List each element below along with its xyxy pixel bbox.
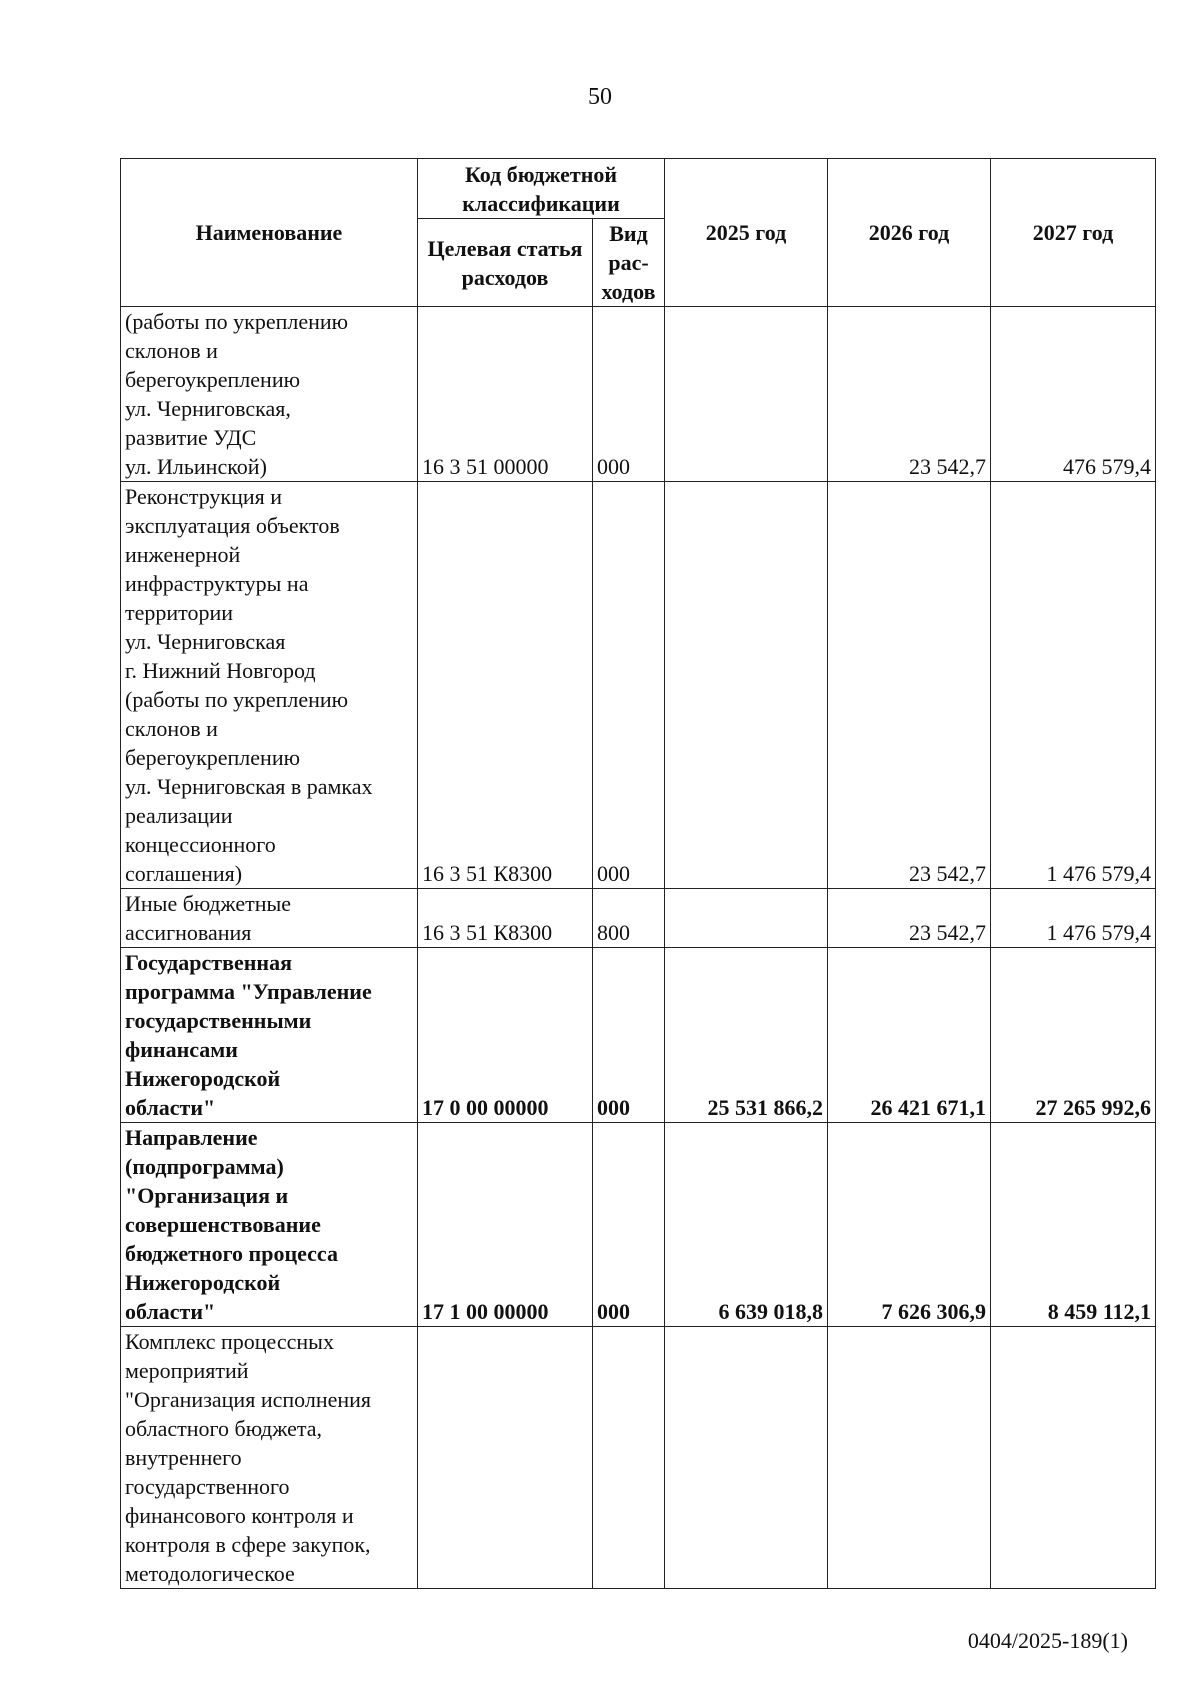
row-expense-type-cell: 000 [593,948,665,1123]
table-row [121,307,1156,482]
row-name-cell: Иные бюджетные ассигнования [121,889,418,948]
row-name-cell: Государственная программа "Управление государственными финансами Нижегородской области" [121,948,418,1123]
row-target-item-cell: 17 1 00 00000 [418,1123,593,1327]
page-number: 50 [588,84,612,110]
header-name: Наименование [121,159,418,307]
row-name-cell: Комплекс процессных мероприятий "Организация исполнения областного бюджета, внутреннего государственного финансового контроля и контроля в сфере закупок, методологическое [121,1327,418,1589]
row-expense-type-cell [593,1327,665,1589]
header-budget-code: Код бюджетной классификации [418,159,665,219]
row-expense-type-cell: 800 [593,889,665,948]
row-2026-cell: 23 542,7 [828,307,991,482]
row-2025-cell [665,482,828,889]
row-expense-type-cell: 000 [593,482,665,889]
row-2027-cell: 1 476 579,4 [991,889,1156,948]
row-2025-cell [665,1327,828,1589]
row-target-item-cell: 17 0 00 00000 [418,948,593,1123]
table-row [121,1327,1156,1589]
row-2025-cell [665,889,828,948]
row-2026-cell: 26 421 671,1 [828,948,991,1123]
header-target-item: Целевая статья расходов [418,219,593,307]
row-target-item-cell: 16 3 51 К8300 [418,889,593,948]
table-body [121,307,1156,1589]
row-target-item-cell [418,1327,593,1589]
row-2027-cell: 27 265 992,6 [991,948,1156,1123]
row-2026-cell: 23 542,7 [828,889,991,948]
row-name-cell: Направление (подпрограмма) "Организация и совершенствование бюджетного процесса Нижегородской области" [121,1123,418,1327]
row-target-item-cell: 16 3 51 К8300 [418,482,593,889]
row-2027-cell: 8 459 112,1 [991,1123,1156,1327]
row-expense-type-cell: 000 [593,307,665,482]
row-2026-cell [828,1327,991,1589]
row-2027-cell [991,1327,1156,1589]
table-row [121,1123,1156,1327]
header-expense-type: Вид рас-ходов [593,219,665,307]
row-2027-cell: 1 476 579,4 [991,482,1156,889]
row-2025-cell: 25 531 866,2 [665,948,828,1123]
table-row [121,889,1156,948]
row-expense-type-cell: 000 [593,1123,665,1327]
header-2027: 2027 год [991,159,1156,307]
header-2026: 2026 год [828,159,991,307]
row-2025-cell: 6 639 018,8 [665,1123,828,1327]
row-2026-cell: 7 626 306,9 [828,1123,991,1327]
row-name-cell: (работы по укреплению склонов и берегоукреплению ул. Черниговская, развитие УДС ул. Ильинской) [121,307,418,482]
row-2026-cell: 23 542,7 [828,482,991,889]
table-row [121,482,1156,889]
table-row [121,948,1156,1123]
document-code: 0404/2025-189(1) [967,1628,1128,1653]
row-name-cell: Реконструкция и эксплуатация объектов инженерной инфраструктуры на территории ул. Черниговская г. Нижний Новгород (работы по укреплению склонов и берегоукреплению ул. Черниговская в рамках реализации концессионного соглашения) [121,482,418,889]
row-target-item-cell: 16 3 51 00000 [418,307,593,482]
budget-table [120,158,1156,1589]
row-2025-cell [665,307,828,482]
table-header [121,159,1156,307]
header-2025: 2025 год [665,159,828,307]
row-2027-cell: 476 579,4 [991,307,1156,482]
